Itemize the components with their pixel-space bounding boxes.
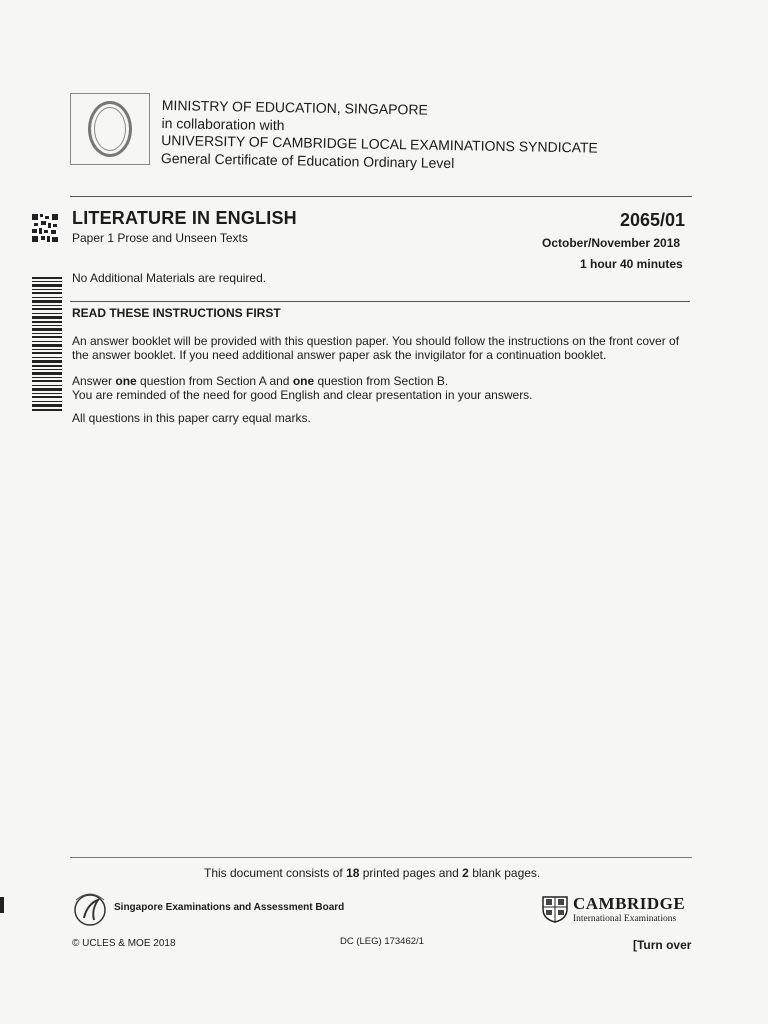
turn-over-note: [Turn over: [633, 938, 692, 952]
exam-session: October/November 2018: [542, 236, 681, 250]
instruction-answer: [72, 374, 692, 388]
cambridge-name: CAMBRIDGE: [573, 894, 686, 913]
barcode-icon: [30, 277, 64, 413]
exam-duration: 1 hour 40 minutes: [580, 257, 683, 271]
org-line-moe: MINISTRY OF EDUCATION, SINGAPORE: [161, 97, 429, 118]
page-count-pre: This document consists of: [204, 866, 347, 880]
copyright-notice: © UCLES & MOE 2018: [72, 938, 176, 949]
instruction-booklet: An answer booklet will be provided with this question paper. You should follow the instructions on the front cover of the answer booklet. If you need additional answer paper ask the invigilator for a continuation booklet.: [72, 334, 680, 362]
page-count-post: blank pages.: [468, 866, 541, 880]
paper-subtitle: Paper 1 Prose and Unseen Texts: [72, 231, 248, 245]
qr-code-icon: [32, 214, 58, 242]
org-line-gce: General Certificate of Education Ordinary Level: [160, 149, 455, 171]
answer-text-post: question from Section B.: [314, 374, 449, 388]
cambridge-crest-icon: [541, 895, 569, 923]
instruction-english: You are reminded of the need for good English and clear presentation in your answers.: [72, 388, 533, 402]
exam-level-logo: [70, 93, 150, 165]
seab-logo-icon: [70, 888, 110, 928]
instruction-marks: All questions in this paper carry equal marks.: [72, 411, 311, 425]
document-reference: DC (LEG) 173462/1: [340, 936, 424, 947]
answer-text-pre: Answer: [72, 374, 116, 388]
top-divider: [70, 196, 692, 197]
materials-note: No Additional Materials are required.: [72, 271, 267, 285]
page-count-mid: printed pages and: [359, 866, 463, 880]
o-level-letter-icon: [88, 101, 132, 157]
printed-pages: 18: [346, 866, 360, 880]
org-line-ucles: UNIVERSITY OF CAMBRIDGE LOCAL EXAMINATIONS SYNDICATE: [161, 131, 598, 156]
page-count: [204, 866, 540, 880]
scan-edge-mark: [0, 897, 4, 913]
footer-divider: [70, 857, 692, 858]
org-line-collab: in collaboration with: [161, 114, 285, 133]
seab-name: Singapore Examinations and Assessment Board: [114, 902, 345, 913]
blank-pages: 2: [462, 866, 469, 880]
answer-bold-one-b: one: [292, 374, 315, 388]
paper-code: 2065/01: [620, 210, 686, 230]
instructions-divider: [70, 301, 690, 302]
cambridge-subtitle: International Examinations: [573, 914, 677, 924]
answer-text-mid: question from Section A and: [136, 374, 293, 388]
instructions-heading: READ THESE INSTRUCTIONS FIRST: [72, 306, 281, 320]
paper-title: LITERATURE IN ENGLISH: [72, 208, 297, 228]
issuing-bodies: [161, 97, 599, 175]
answer-bold-one-a: one: [115, 374, 137, 388]
